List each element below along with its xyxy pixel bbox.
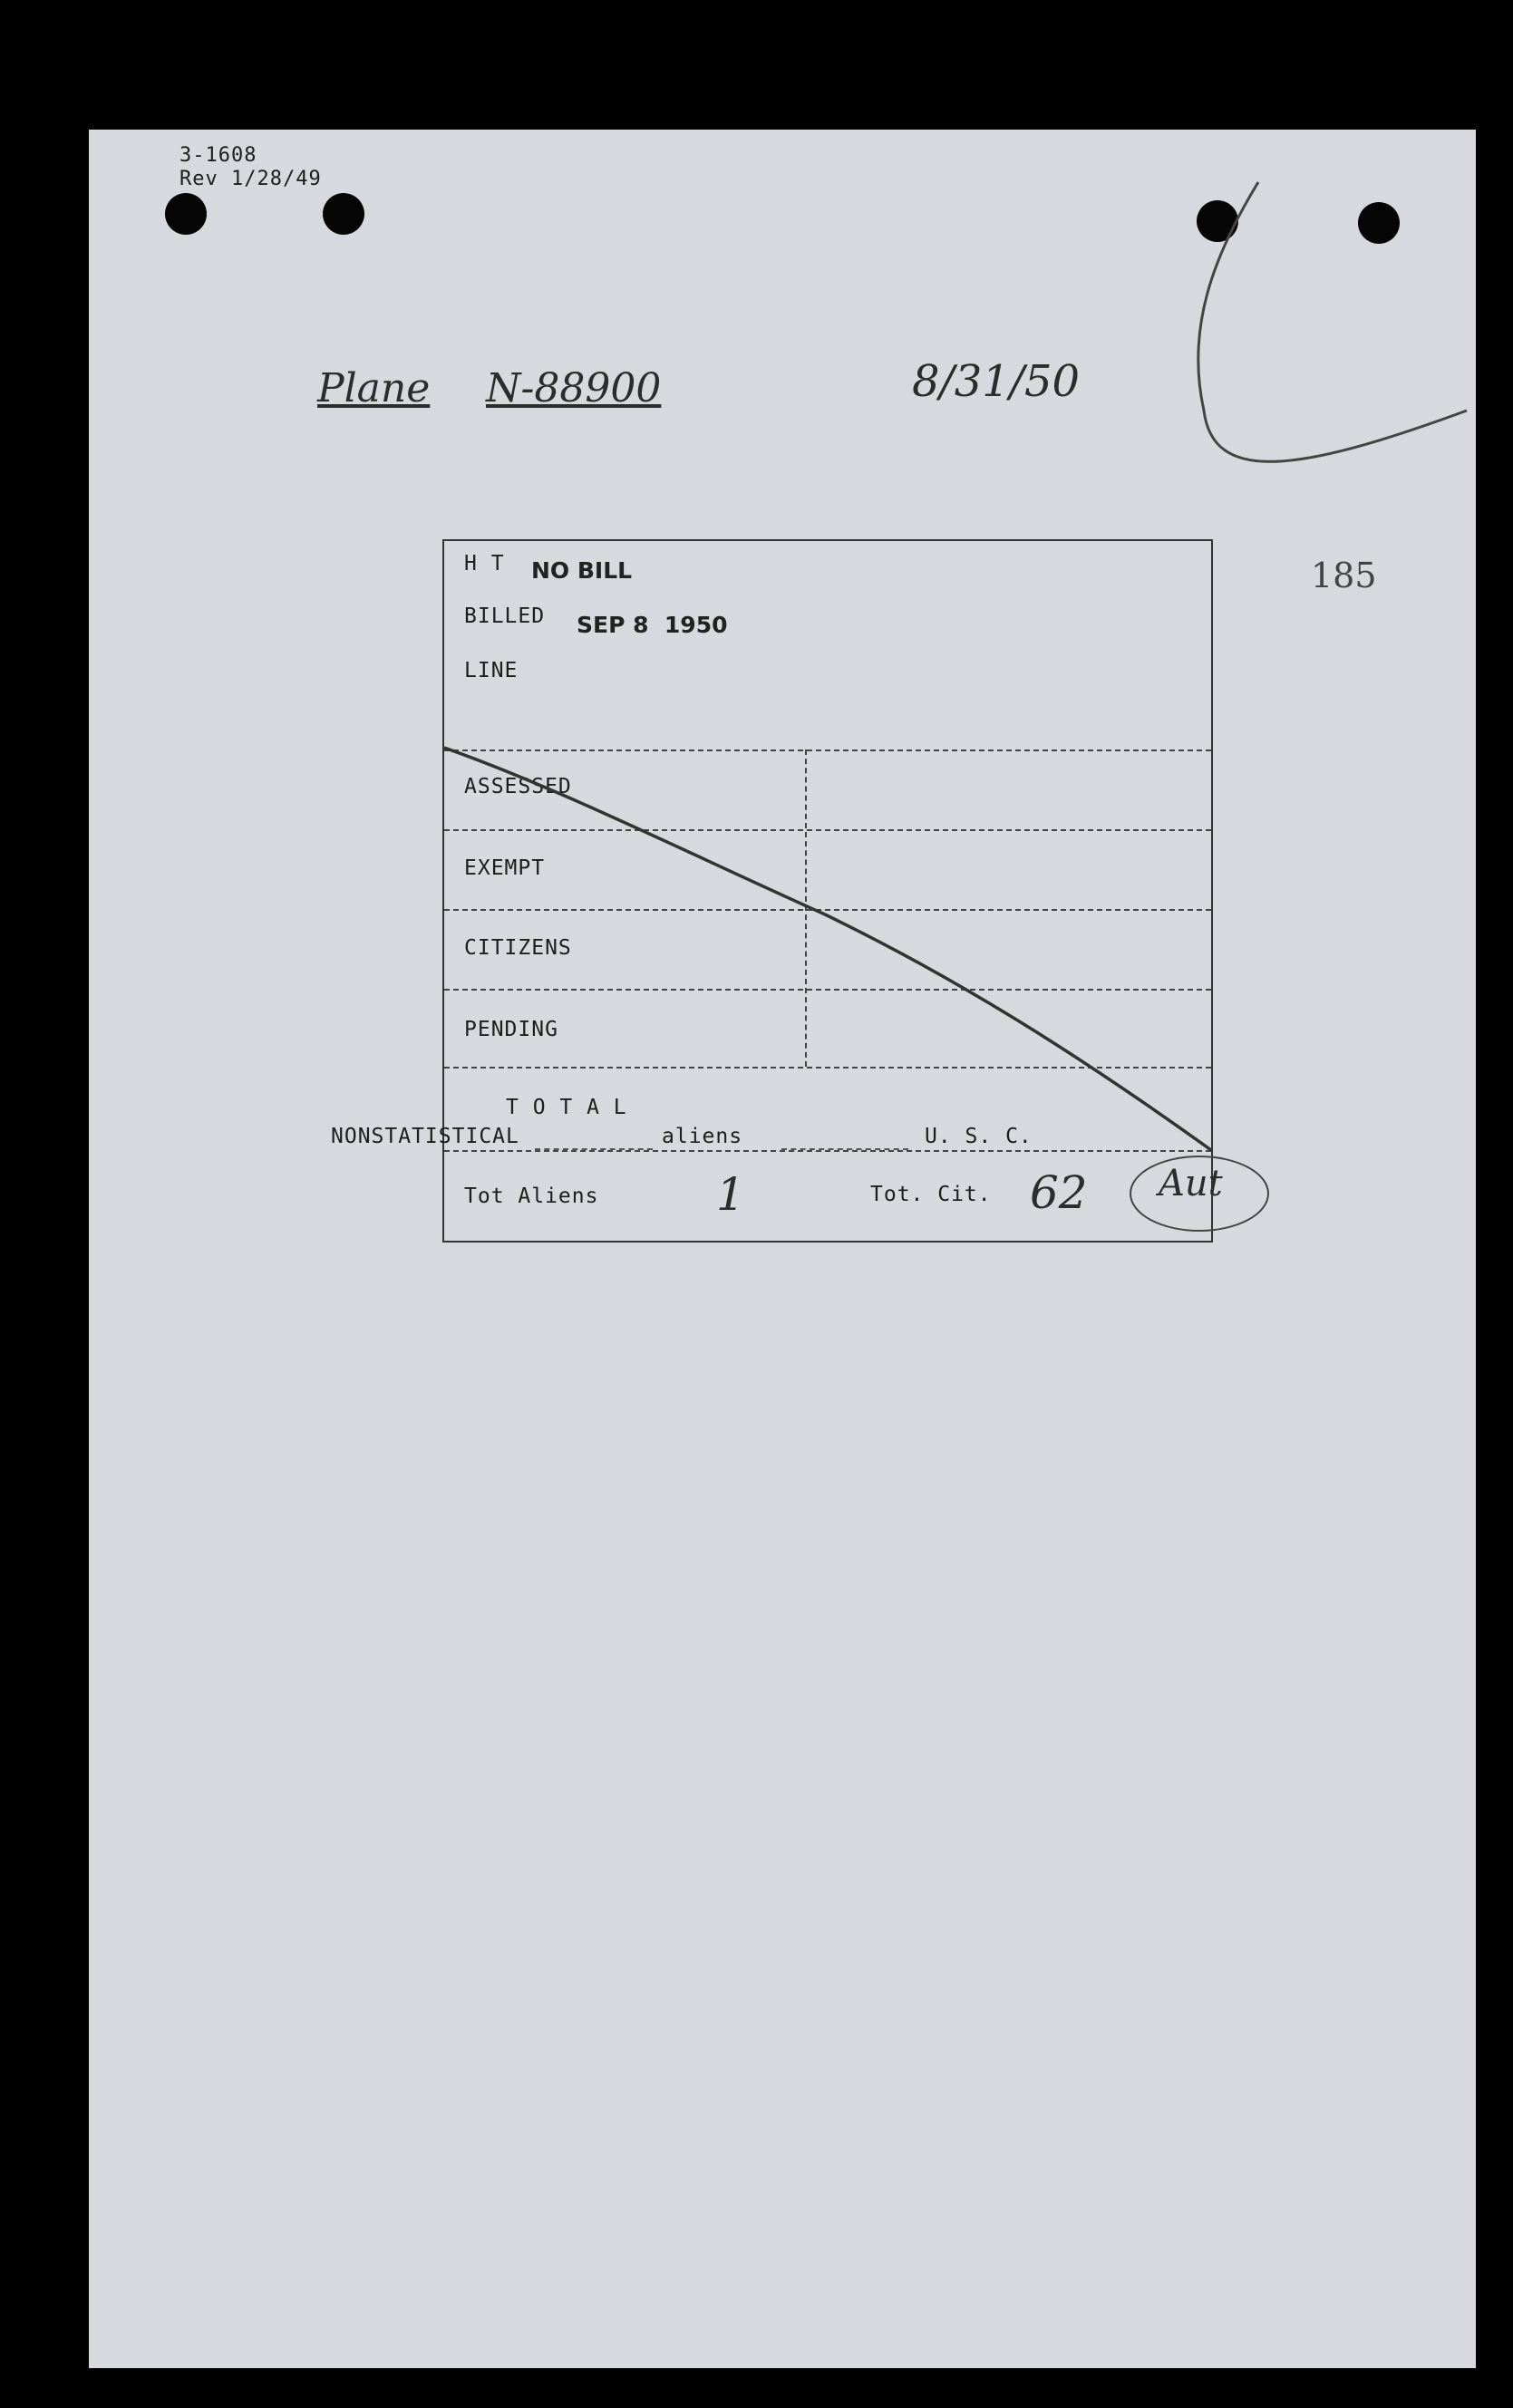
row-label-exempt: EXEMPT [464,856,546,880]
row-label-pending: PENDING [464,1018,558,1041]
handwritten-word: Plane [317,365,431,411]
row-label-billed: BILLED [464,604,546,628]
tot-aliens-label: Tot Aliens [464,1185,599,1208]
margin-curve [1077,175,1476,565]
total-label: T O T A L [506,1096,627,1119]
form-revision: Rev 1/28/49 [179,168,322,190]
punch-hole [165,193,207,235]
cancel-line [444,541,1211,1241]
row-label-line: LINE [464,659,519,682]
stamp-no-bill: NO BILL [531,557,633,584]
punch-hole [323,193,364,235]
form-table [442,539,1213,1243]
tot-cit-label: Tot. Cit. [870,1183,992,1206]
row-label-assessed: ASSESSED [464,775,572,798]
nonstatistical-blank [535,1148,653,1150]
document-page [89,130,1476,2368]
nonstatistical-label: NONSTATISTICAL [331,1125,519,1148]
page-number: 185 [1311,556,1377,595]
row-label-ht: H T [464,552,505,575]
aliens-blank [781,1148,908,1150]
initials: Aut [1159,1163,1223,1204]
tot-aliens-value: 1 [716,1168,745,1221]
aliens-label: aliens [662,1125,743,1148]
handwritten-flight: N-88900 [486,365,662,411]
form-number: 3-1608 [179,144,257,167]
tot-cit-value: 62 [1030,1166,1088,1219]
stamp-billed-date: SEP 8 1950 [577,612,728,638]
handwritten-date: 8/31/50 [912,356,1081,407]
usc-label: U. S. C. [925,1125,1033,1148]
row-label-citizens: CITIZENS [464,936,572,960]
